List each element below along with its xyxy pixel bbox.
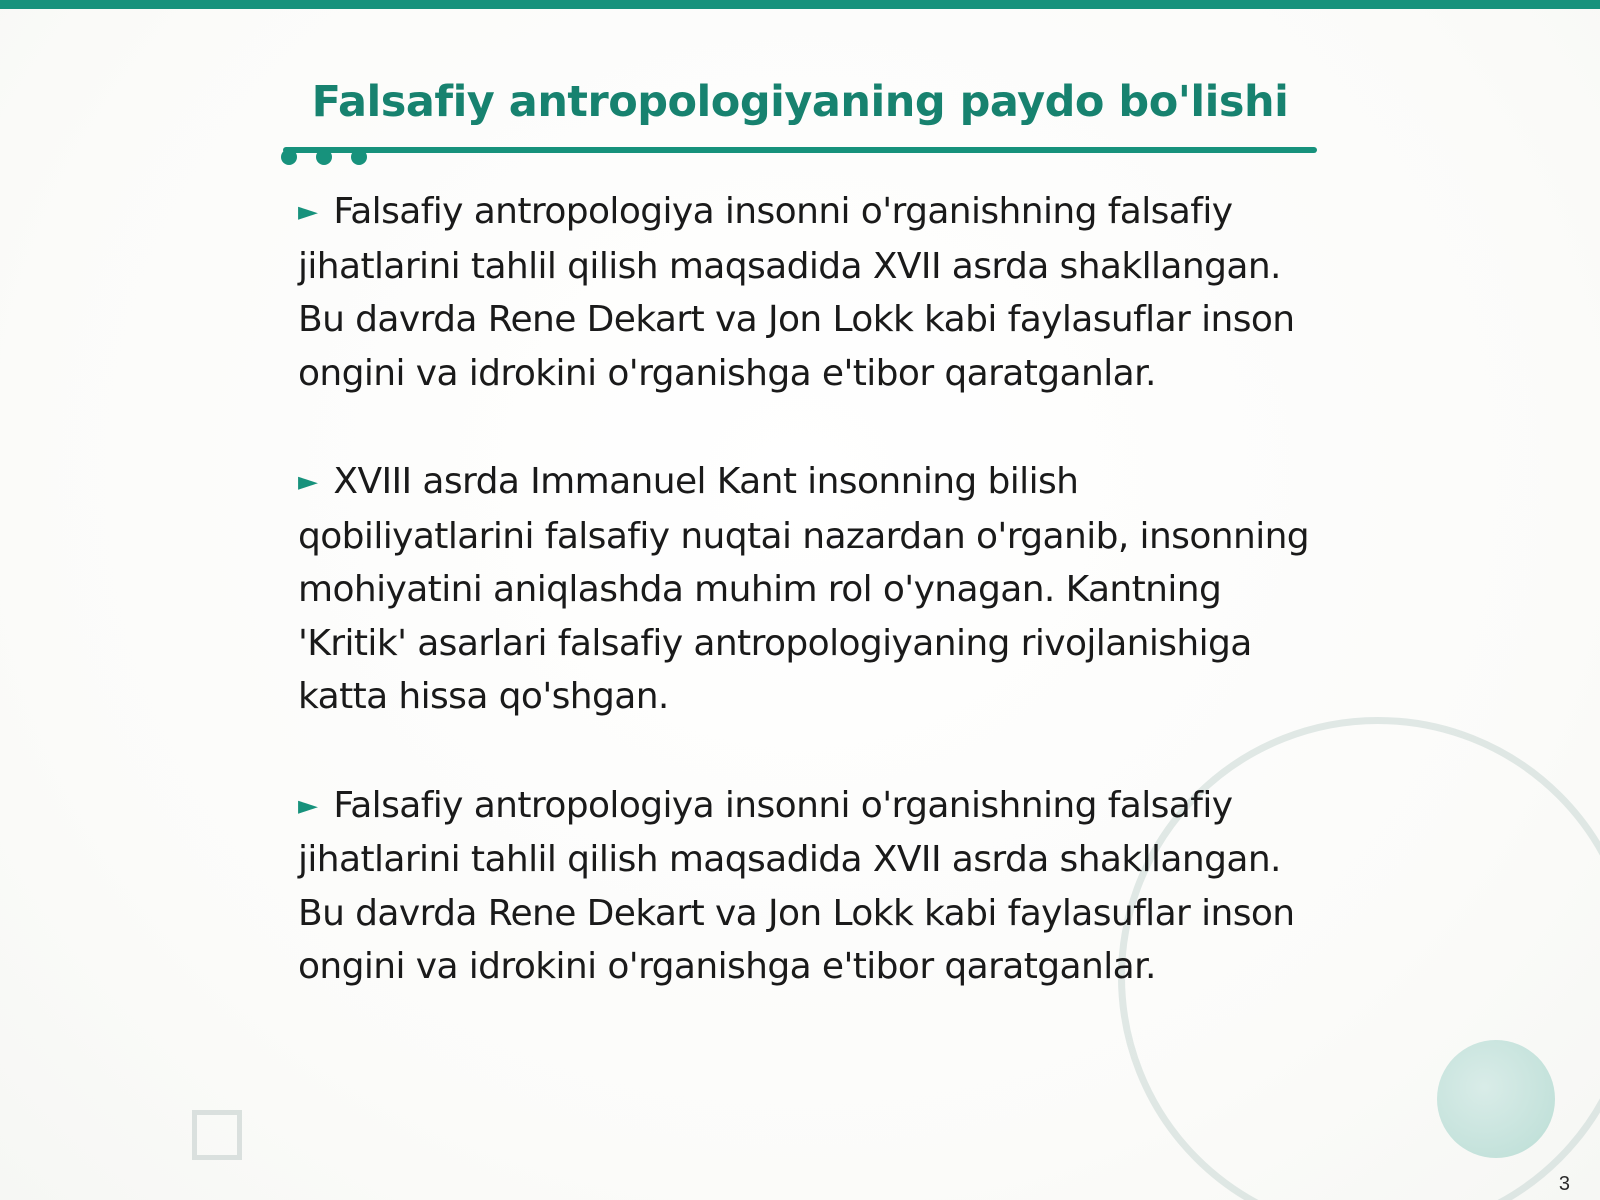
- decorative-disc: [1437, 1040, 1555, 1158]
- bullet-item: [298, 455, 1318, 724]
- triangle-bullet-icon: ►: [298, 197, 318, 227]
- bullet-list: [298, 185, 1318, 1049]
- triangle-bullet-icon: ►: [298, 790, 318, 821]
- underline-dot: [281, 149, 297, 165]
- slide-title: Falsafiy antropologiyaning paydo bo'lishi: [311, 77, 1289, 127]
- bullet-text: Falsafiy antropologiya insonni o'rganishning falsafiy jihatlarini tahlil qilish maqsadida XVII asrda shakllangan. Bu davrda Rene Dekart va Jon Lokk kabi faylasuflar inson ongini va idrokini o'rganishga e'tibor qaratganlar.: [298, 784, 1295, 987]
- bullet-text: Falsafiy antropologiya insonni o'rganishning falsafiy jihatlarini tahlil qilish maqsadida XVII asrda shakllangan. Bu davrda Rene Dekart va Jon Lokk kabi faylasuflar inson ongini va idrokini o'rganishga e'tibor qaratganlar.: [298, 191, 1295, 394]
- bullet-item: [298, 779, 1318, 994]
- bullet-item: [298, 185, 1318, 400]
- triangle-bullet-icon: ►: [298, 467, 318, 497]
- bullet-text: XVIII asrda Immanuel Kant insonning bilish qobiliyatlarini falsafiy nuqtai nazardan o'rganib, insonning mohiyatini aniqlashda muhim rol o'ynagan. Kantning 'Kritik' asarlari falsafiy antropologiyaning rivojlanishiga katta hissa qo'shgan.: [298, 461, 1310, 717]
- underline-dot: [351, 149, 367, 165]
- decorative-square: [192, 1110, 242, 1160]
- page-number: 3: [1558, 1173, 1570, 1195]
- underline-dot: [316, 149, 332, 165]
- top-accent-bar: [0, 0, 1600, 9]
- title-underline: [283, 147, 1317, 153]
